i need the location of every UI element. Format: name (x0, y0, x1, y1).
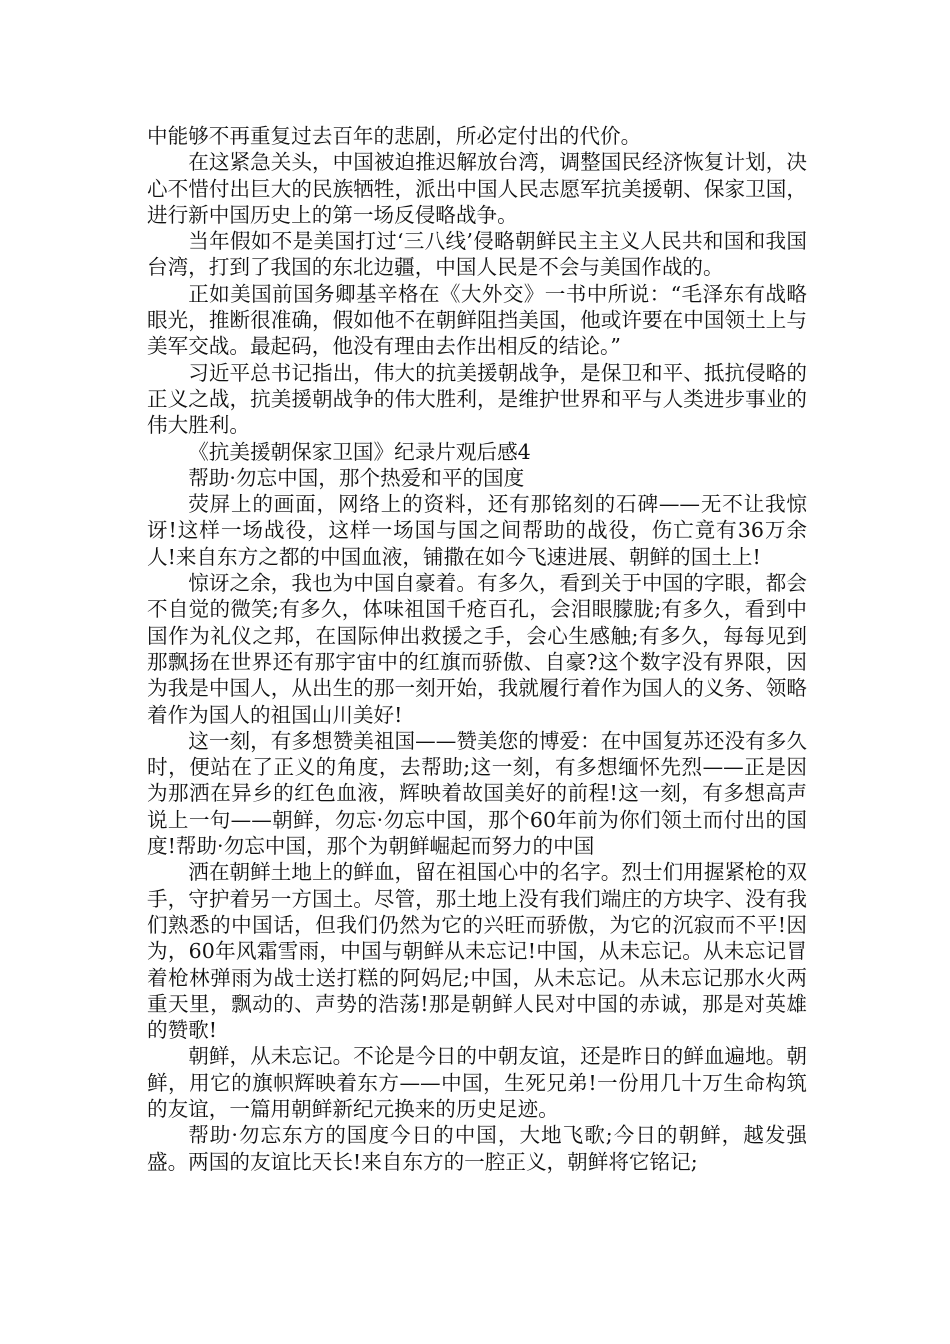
paragraph: 洒在朝鲜土地上的鲜血，留在祖国心中的名字。烈士们用握紧枪的双手，守护着另一方国土。尽管，那土地上没有我们端庄的方块字、没有我们熟悉的中国话，但我们仍然为它的兴旺而骄傲，为它的沉寂而不平!因为，60年风霜雪雨，中国与朝鲜从未忘记!中国，从未忘记。从未忘记冒着枪林弹雨为战士送打糕的阿妈尼;中国，从未忘记。从未忘记那水火两重天里，飘动的、声势的浩荡!那是朝鲜人民对中国的赤诚，那是对英雄的赞歌! (147, 860, 807, 1043)
paragraph: 正如美国前国务卿基辛格在《大外交》一书中所说：“毛泽东有战略眼光，推断很准确，假如他不在朝鲜阻挡美国，他或许要在中国领土上与美军交战。最起码，他没有理由去作出相反的结论。” (147, 281, 807, 359)
paragraph: 朝鲜，从未忘记。不论是今日的中朝友谊，还是昨日的鲜血遍地。朝鲜，用它的旗帜辉映着东方——中国，生死兄弟!一份用几十万生命构筑的友谊，一篇用朝鲜新纪元换来的历史足迹。 (147, 1044, 807, 1121)
paragraph: 中能够不再重复过去百年的悲剧，所必定付出的代价。 (147, 124, 642, 148)
paragraph: 当年假如不是美国打过‘三八线’侵略朝鲜民主主义人民共和国和我国台湾，打到了我国的东北边疆，中国人民是不会与美国作战的。 (147, 229, 807, 280)
section-subtitle: 帮助·勿忘中国，那个热爱和平的国度 (188, 465, 525, 490)
paragraph: 在这紧急关头，中国被迫推迟解放台湾，调整国民经济恢复计划，决心不惜付出巨大的民族牺牲，派出中国人民志愿军抗美援朝、保家卫国，进行新中国历史上的第一场反侵略战争。 (147, 150, 807, 227)
paragraph: 帮助·勿忘东方的国度今日的中国，大地飞歌;今日的朝鲜，越发强盛。两国的友谊比天长!来自东方的一腔正义，朝鲜将它铭记; (147, 1123, 807, 1174)
paragraph: 这一刻，有多想赞美祖国——赞美您的博爱：在中国复苏还没有多久时，便站在了正义的角度，去帮助;这一刻，有多想缅怀先烈——正是因为那洒在异乡的红色血液，辉映着故国美好的前程!这一刻，有多想高声说上一句——朝鲜，勿忘·勿忘中国，那个60年前为你们领土而付出的国度!帮助·勿忘中国，那个为朝鲜崛起而努力的中国 (147, 728, 807, 859)
paragraph: 惊讶之余，我也为中国自豪着。有多久，看到关于中国的字眼，都会不自觉的微笑;有多久，体味祖国千疮百孔，会泪眼朦胧;有多久，看到中国作为礼仪之邦，在国际伸出救援之手，会心生感触;有多久，每每见到那飘扬在世界还有那宇宙中的红旗而骄傲、自豪?这个数字没有界限，因为我是中国人，从出生的那一刻开始，我就履行着作为国人的义务、领略着作为国人的祖国山川美好! (147, 571, 807, 727)
document-body (147, 123, 807, 1175)
paragraph: 习近平总书记指出，伟大的抗美援朝战争，是保卫和平、抵抗侵略的正义之战，抗美援朝战争的伟大胜利，是维护世界和平与人类进步事业的伟大胜利。 (147, 360, 807, 438)
section-title: 《抗美援朝保家卫国》纪录片观后感4 (188, 439, 531, 464)
paragraph: 荧屏上的画面，网络上的资料，还有那铭刻的石碑——无不让我惊讶!这样一场战役，这样一场国与国之间帮助的战役，伤亡竟有36万余人!来自东方之都的中国血液，铺撒在如今飞速进展、朝鲜的国土上! (147, 492, 807, 569)
